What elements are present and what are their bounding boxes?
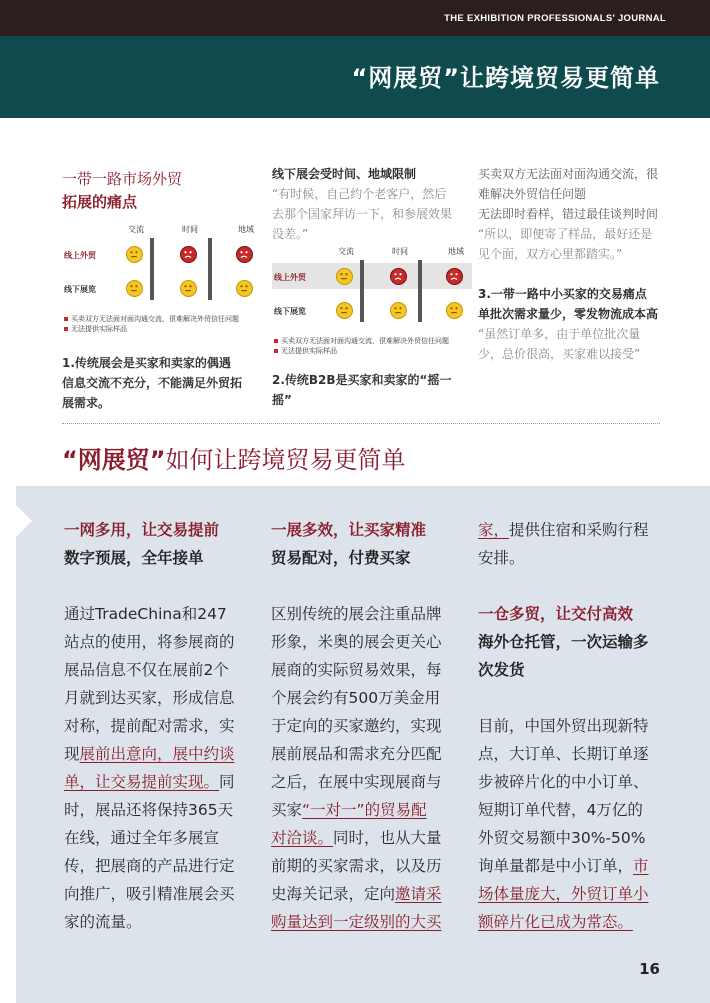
highlighted-text: 对洽谈。	[271, 829, 334, 847]
comparison-chart-1	[62, 224, 262, 334]
body-text: 月就到达买家，形成信息	[64, 689, 235, 707]
neutral-face-icon	[126, 280, 143, 297]
feature-column-1	[64, 516, 254, 936]
body-text: 步被碎片化的中小订单、	[478, 773, 649, 791]
body-text: 向推广，吸引精准展会买	[64, 885, 235, 903]
sad-face-icon	[236, 246, 253, 263]
body-text: 展商的实际贸易效果，每	[271, 661, 442, 679]
spacer	[478, 684, 668, 712]
chart2-legend-text: 买卖双方无法面对面沟通交流，很难解决外贸信任问题	[281, 337, 449, 345]
chart1-legend-item	[64, 324, 127, 335]
chart1-separator	[150, 238, 154, 300]
legend-marker	[64, 327, 68, 331]
text-line	[64, 852, 254, 880]
chart1-legend-text: 无法提供实际样品	[71, 325, 127, 333]
text-line	[64, 908, 254, 936]
highlighted-text: 展前出意向，展中约谈	[79, 745, 235, 763]
highlighted-text: 购量达到一定级别的大买	[271, 913, 442, 931]
highlighted-text: 单，让交易提前实现。	[64, 773, 220, 791]
col3-heading-line: 一仓多贸，让交付高效	[478, 605, 634, 623]
col3-line: 无法即时看样，错过最佳谈判时间	[478, 207, 659, 221]
chart2-legend-item	[274, 346, 337, 357]
col2-caption-line: 2.传统B2B是买家和卖家的“摇一	[272, 373, 452, 387]
body-text: 时，展品还将保持365天	[64, 801, 234, 819]
body-text: 对称，提前配对需求，实	[64, 717, 235, 735]
feature-column-3	[478, 516, 668, 936]
col2-line: 没差。”	[272, 227, 309, 241]
col3-heading-line: 海外仓托管，一次运输多	[478, 633, 649, 651]
text-line	[64, 712, 254, 740]
section-title	[62, 444, 406, 476]
legend-marker	[64, 317, 68, 321]
body-text: 于定向的买家邀约，实现	[271, 717, 442, 735]
col3-line: 难解决外贸信任问题	[478, 187, 587, 201]
text-line	[271, 656, 461, 684]
feature-column-2	[271, 516, 461, 936]
body-text: 安排。	[478, 549, 525, 567]
chart2-legend-text: 无法提供实际样品	[281, 347, 337, 355]
text-line	[64, 656, 254, 684]
chart2-header: 时间	[392, 247, 408, 256]
neutral-face-icon	[236, 280, 253, 297]
body-text: 展品信息不仅在展前2个	[64, 661, 229, 679]
col2-heading-line: 一展多效，让买家精准	[271, 521, 427, 539]
text-line	[478, 908, 668, 936]
divider	[62, 423, 660, 424]
col3-line: “所以，即便寄了样品，最好还是	[478, 227, 653, 241]
body-text: 之后，在展中实现展商与	[271, 773, 442, 791]
text-line	[478, 516, 668, 544]
body-text: 短期订单代替，4万亿的	[478, 801, 643, 819]
text-line	[271, 684, 461, 712]
chart1-row-label: 线上外贸	[64, 251, 96, 260]
body-text: 在线，通过全年多展宣	[64, 829, 220, 847]
body-text: 展前展品和需求充分匹配	[271, 745, 442, 763]
highlighted-text: 邀请采	[395, 885, 442, 903]
neutral-face-icon	[336, 302, 353, 319]
text-line	[478, 852, 668, 880]
col1-caption-line: 1.传统展会是买家和卖家的偶遇	[62, 356, 231, 370]
col3-line: 单批次需求量少，零发物流成本高	[478, 307, 659, 321]
body-text: 同时，也从大量	[333, 829, 442, 847]
text-line	[478, 740, 668, 768]
text-line	[64, 768, 254, 796]
chart1-header: 地域	[238, 225, 254, 234]
legend-marker	[274, 349, 278, 353]
chart2-row-label: 线上外贸	[274, 273, 306, 282]
text-line	[478, 824, 668, 852]
section-title-brand: “网展贸”	[62, 446, 166, 474]
text-line	[64, 796, 254, 824]
body-text: 现	[64, 745, 80, 763]
sad-face-icon	[390, 268, 407, 285]
text-line	[64, 740, 254, 768]
col1-subtitle-line1: 一带一路市场外贸	[62, 170, 183, 188]
neutral-face-icon	[446, 302, 463, 319]
chart2-row-label: 线下展览	[274, 307, 306, 316]
body-text: 形象，米奥的展会更关心	[271, 633, 442, 651]
highlighted-text: 额碎片化已成为常态。	[478, 913, 634, 931]
col3-line: “虽然订单多，由于单位批次量	[478, 327, 641, 341]
text-line	[64, 824, 254, 852]
title-bar	[0, 36, 710, 118]
body-text: 目前，中国外贸出现新特	[478, 717, 649, 735]
col1-heading-line: 数字预展，全年接单	[64, 549, 204, 567]
page-title: “网展贸”让跨境贸易更简单	[351, 64, 660, 92]
text-line	[64, 684, 254, 712]
body-text: 外贸交易额中30%-50%	[478, 829, 646, 847]
col1-caption	[62, 353, 262, 413]
neutral-face-icon	[336, 268, 353, 285]
body-text: 提供住宿和采购行程	[509, 521, 649, 539]
body-text: 前期的买家需求，以及历	[271, 857, 442, 875]
text-line	[478, 880, 668, 908]
neutral-face-icon	[390, 302, 407, 319]
body-text: 个展会约有500万美金用	[271, 689, 441, 707]
chart2-separator	[418, 260, 422, 322]
chart2-header: 地域	[448, 247, 464, 256]
text-line	[64, 628, 254, 656]
chart1-separator	[208, 238, 212, 300]
chart1-header: 交流	[128, 225, 144, 234]
spacer	[271, 572, 461, 600]
journal-name: THE EXHIBITION PROFESSIONALS' JOURNAL	[444, 13, 666, 24]
text-line	[271, 880, 461, 908]
chart2-header: 交流	[338, 247, 354, 256]
top-bar	[0, 0, 710, 36]
col2-caption	[272, 370, 472, 410]
text-line	[271, 712, 461, 740]
col1-heading-line: 一网多用，让交易提前	[64, 521, 220, 539]
spacer	[64, 572, 254, 600]
panel-notch	[16, 505, 32, 537]
text-line	[271, 628, 461, 656]
chart1-header: 时间	[182, 225, 198, 234]
body-text: 史海关记录，定向	[271, 885, 396, 903]
col1-subtitle	[62, 168, 262, 214]
body-text: 买家	[271, 801, 303, 819]
neutral-face-icon	[126, 246, 143, 263]
body-text: 询单量都是中小订单，	[478, 857, 634, 875]
body-text: 通过TradeChina和247	[64, 605, 227, 623]
col2-line: “有时候，自己约个老客户，然后	[272, 187, 447, 201]
highlighted-text: 家，	[478, 521, 510, 539]
sad-face-icon	[446, 268, 463, 285]
text-line	[271, 796, 461, 824]
body-text: 点，大订单、长期订单逐	[478, 745, 649, 763]
col3-line: 见个面，双方心里都踏实。”	[478, 247, 623, 261]
col3-text	[478, 164, 678, 364]
text-line	[271, 852, 461, 880]
text-line	[271, 768, 461, 796]
chart2-separator	[360, 260, 364, 322]
col3-line	[478, 264, 678, 284]
sad-face-icon	[180, 246, 197, 263]
text-line	[478, 712, 668, 740]
col3-heading-line: 次发货	[478, 661, 525, 679]
col3-line: 少，总价很高，买家难以接受”	[478, 347, 641, 361]
text-line	[271, 824, 461, 852]
body-text: 站点的使用，将参展商的	[64, 633, 235, 651]
col3-line: 3.一带一路中小买家的交易痛点	[478, 287, 647, 301]
text-line	[64, 600, 254, 628]
col2-line: 线下展会受时间、地域限制	[272, 167, 417, 181]
col2-caption-line: 摇”	[272, 393, 292, 407]
text-line	[478, 544, 668, 572]
text-line	[271, 908, 461, 936]
text-line	[478, 796, 668, 824]
col2-text	[272, 164, 472, 244]
col2-line: 去那个国家拜访一下，和参展效果	[272, 207, 453, 221]
page-number: 16	[639, 960, 660, 978]
comparison-chart-2	[272, 246, 472, 358]
highlighted-text: “一对一”的贸易配	[302, 801, 427, 819]
col1-subtitle-line2: 拓展的痛点	[62, 193, 138, 211]
col1-caption-line: 展需求。	[62, 396, 111, 410]
spacer	[478, 572, 668, 600]
col1-caption-line: 信息交流不充分，不能满足外贸拓	[62, 376, 243, 390]
body-text: 区别传统的展会注重品牌	[271, 605, 442, 623]
text-line	[64, 880, 254, 908]
text-line	[271, 600, 461, 628]
highlighted-text: 场体量庞大，外贸订单小	[478, 885, 649, 903]
chart1-row-label: 线下展览	[64, 285, 96, 294]
col2-heading-line: 贸易配对，付费买家	[271, 549, 411, 567]
body-text: 同	[219, 773, 235, 791]
section-title-rest: 如何让跨境贸易更简单	[165, 446, 406, 474]
text-line	[271, 740, 461, 768]
highlighted-text: 市	[633, 857, 649, 875]
text-line	[478, 768, 668, 796]
body-text: 家的流量。	[64, 913, 142, 931]
body-text: 传，把展商的产品进行定	[64, 857, 235, 875]
col3-line: 买卖双方无法面对面沟通交流，很	[478, 167, 659, 181]
chart1-legend-text: 买卖双方无法面对面沟通交流，很难解决外贸信任问题	[71, 315, 239, 323]
legend-marker	[274, 339, 278, 343]
neutral-face-icon	[180, 280, 197, 297]
